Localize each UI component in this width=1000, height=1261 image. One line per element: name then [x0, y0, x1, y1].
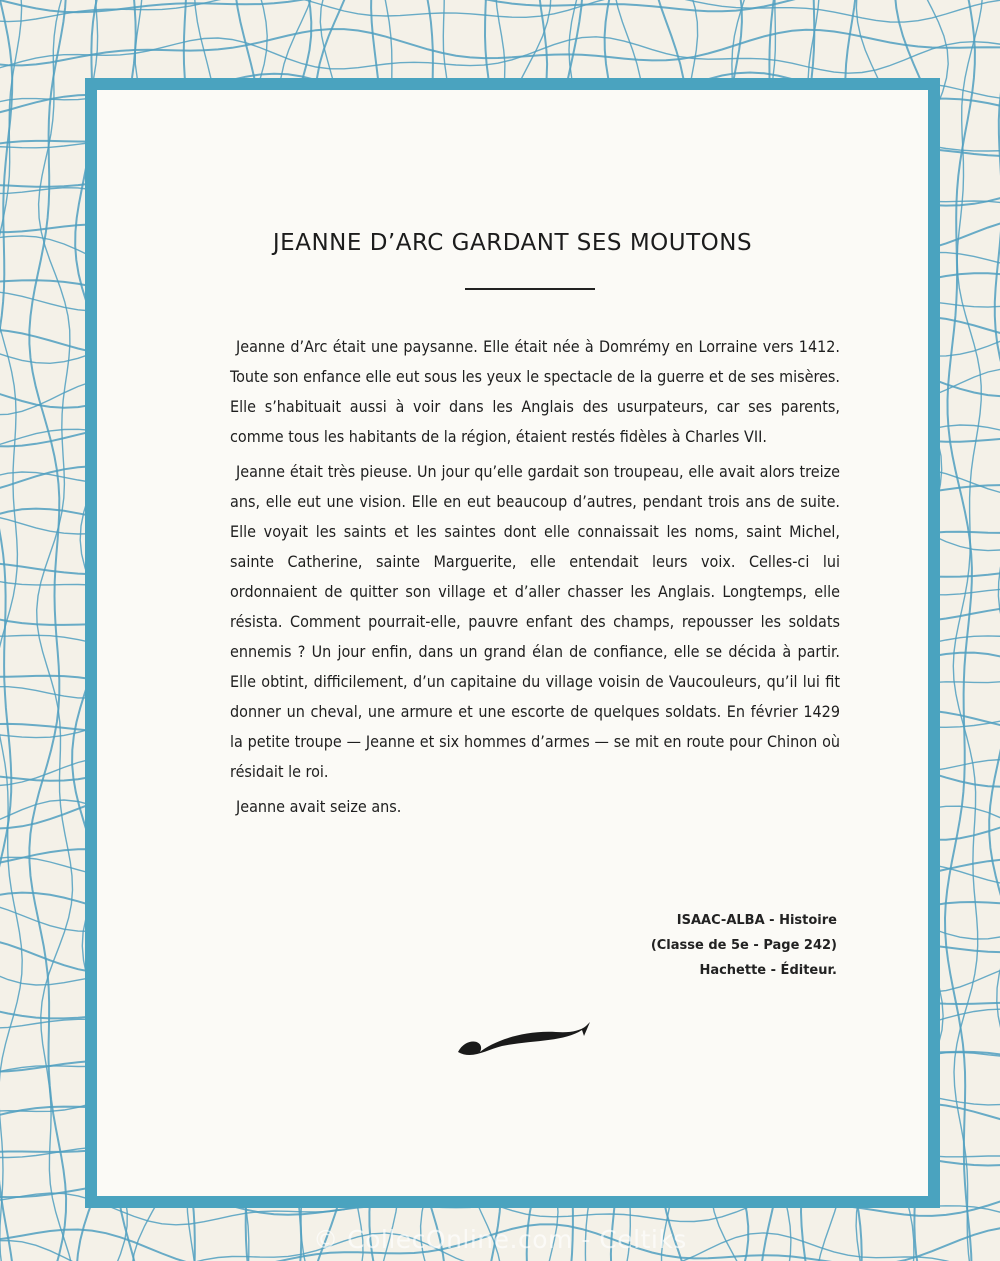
pattern-line [0, 0, 1000, 22]
credit-line-author: ISAAC-ALBA - Histoire [676, 913, 837, 928]
page-frame [85, 78, 940, 1208]
paragraph-3: Jeanne avait seize ans. [236, 797, 402, 816]
credit-line-publisher: Hachette - Éditeur. [699, 963, 837, 978]
pattern-line [0, 0, 1000, 12]
pattern-line [0, 37, 1000, 73]
watermark: © CollecOnline.com - Celtiks [313, 1225, 687, 1254]
paragraph-1: Jeanne d’Arc était une paysanne. Elle était née à Domrémy en Lorraine vers 1412. Toute son enfance elle eut sous les yeux le spectacle de la guerre et de ses misères. Elle s’habituait aussi à voir dans les Anglais des usurpateurs, car ses parents, comme tous les habitants de la région, étaient restés fidèles à Charles VII. [230, 337, 840, 446]
credit-line-class: (Classe de 5e - Page 242) [650, 938, 837, 953]
decorative-flourish-icon [452, 1018, 592, 1068]
title-underline [465, 288, 595, 290]
pattern-line [945, 0, 975, 1261]
article-body [230, 332, 840, 827]
source-credits [577, 908, 837, 983]
page-title: JEANNE D’ARC GARDANT SES MOUTONS [272, 230, 753, 256]
paragraph-2: Jeanne était très pieuse. Un jour qu’elle gardait son troupeau, elle avait alors treize ans, elle eut une vision. Elle en eut beaucoup d’autres, pendant trois ans de suite. Elle voyait les saints et les saintes dont elle connaissait les noms, saint Michel, sainte Catherine, sainte Marguerite, elle entendait leurs voix. Celles-ci lui ordonnaient de quitter son village et d’aller chasser les Anglais. Longtemps, elle résista. Comment pourrait-elle, pauvre enfant des champs, repousser les soldats ennemis ? Un jour enfin, dans un grand élan de confiance, elle se décida à partir. Elle obtint, difficilement, d’un capitaine du village voisin de Vaucouleurs, qu’il lui fit donner un cheval, une armure et une escorte de quelques soldats. En février 1429 la petite troupe — Jeanne et six hommes d’armes — se mit en route pour Chinon où résidait le roi. [230, 462, 840, 781]
pattern-line [989, 0, 1000, 1261]
